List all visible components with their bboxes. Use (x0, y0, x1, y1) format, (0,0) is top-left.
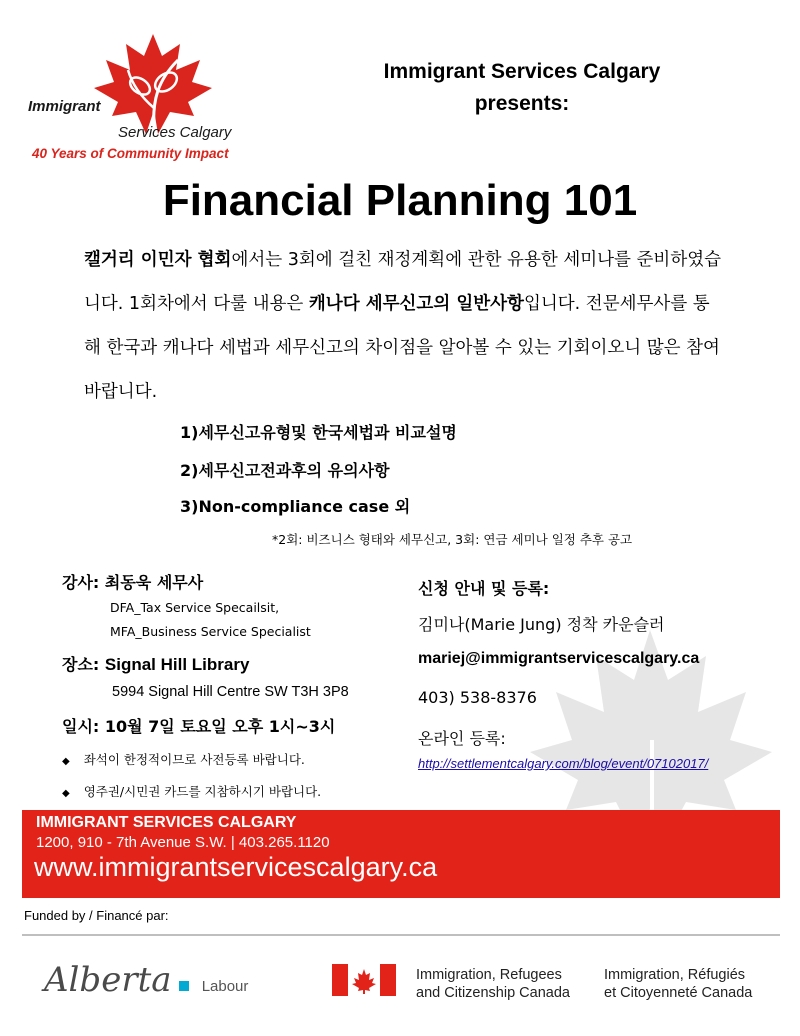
venue-address: 5994 Signal Hill Centre SW T3H 3P8 (112, 684, 349, 700)
online-registration-label: 온라인 등록: (418, 729, 506, 748)
topic-item-1: 1)세무신고유형및 한국세법과 비교설명 (180, 423, 457, 442)
banner-address: 1200, 910 - 7th Avenue S.W. | 403.265.1120 (36, 834, 330, 851)
organization-logo (24, 30, 254, 165)
bullet-icon: ◆ (62, 788, 70, 799)
ircc-english (416, 966, 570, 1002)
presenter-org: Immigrant Services Calgary (383, 60, 661, 83)
schedule-note: *2회: 비즈니스 형태와 세무신고, 3회: 연금 세미나 일정 추후 공고 (272, 532, 633, 547)
logo-text-services-calgary: Services Calgary (118, 124, 232, 141)
registration-contact: 김미나(Marie Jung) 정착 카운슬러 (418, 615, 665, 634)
intro-text-1: 에서는 3회에 걸친 재정계획에 관한 유용한 세미나를 준비하였습니다. 1회차에서 다룰 내용은 (84, 250, 722, 314)
logo-text-immigrant: Immigrant (28, 98, 101, 115)
bullet-text-2: 영주권/시민권 카드를 지참하시기 바랍니다. (83, 784, 322, 799)
presents-text: presents: (474, 92, 570, 115)
bullet-item-2 (62, 782, 321, 800)
venue-label (62, 652, 249, 675)
registration-link[interactable]: http://settlementcalgary.com/blog/event/07102017/ (418, 756, 709, 771)
ircc-french (604, 966, 752, 1002)
bullet-item-1 (62, 750, 305, 768)
canada-flag-icon (332, 964, 396, 996)
alberta-labour: Labour (201, 978, 249, 995)
ircc-en-line-1: Immigration, Refugees (416, 967, 562, 983)
divider (22, 934, 780, 936)
intro-text-2: 입니다. 전문세무사를 통해 한국과 캐나다 세법과 세무신고의 차이점을 알아볼 수 있는 기회이오니 많은 참여 바랍니다. (84, 294, 720, 402)
alberta-logo (44, 960, 248, 1000)
logo-tagline: 40 Years of Community Impact (32, 146, 229, 161)
registration-email[interactable]: mariej@immigrantservicescalgary.ca (418, 650, 700, 667)
bullet-icon: ◆ (62, 756, 70, 767)
page-title: Financial Planning 101 (162, 176, 638, 225)
ircc-fr-line-2: et Citoyenneté Canada (604, 985, 753, 1001)
intro-paragraph (84, 238, 724, 414)
registration-heading: 신청 안내 및 등록: (418, 579, 550, 598)
intro-bold-topic: 캐나다 세무신고의 일반사항 (308, 294, 524, 314)
banner-website[interactable]: www.immigrantservicescalgary.ca (34, 852, 438, 882)
datetime-label: 일시: 10월 7일 토요일 오후 1시~3시 (62, 717, 336, 736)
instructor-credential-2: MFA_Business Service Specialist (110, 624, 311, 639)
bullet-text-1: 좌석이 한정적이므로 사전등록 바랍니다. (83, 752, 305, 767)
instructor-credential-1: DFA_Tax Service Specailsit, (110, 600, 280, 615)
alberta-wordmark: Alberta (44, 960, 172, 1000)
topic-item-3: 3)Non-compliance case 외 (180, 497, 411, 516)
ircc-fr-line-1: Immigration, Réfugiés (604, 967, 746, 983)
venue-name: Signal Hill Library (104, 655, 250, 674)
intro-bold-org: 캘거리 이민자 협회 (84, 250, 232, 270)
funded-by-label: Funded by / Financé par: (24, 908, 169, 923)
venue-prefix: 장소: (62, 655, 105, 674)
instructor-label: 강사: 최동욱 세무사 (62, 573, 204, 592)
topic-item-2: 2)세무신고전과후의 유의사항 (180, 461, 390, 480)
alberta-square-icon (179, 981, 189, 991)
ircc-en-line-2: and Citizenship Canada (416, 985, 570, 1001)
banner-org-name: IMMIGRANT SERVICES CALGARY (36, 814, 297, 831)
registration-phone: 403) 538-8376 (418, 688, 537, 707)
